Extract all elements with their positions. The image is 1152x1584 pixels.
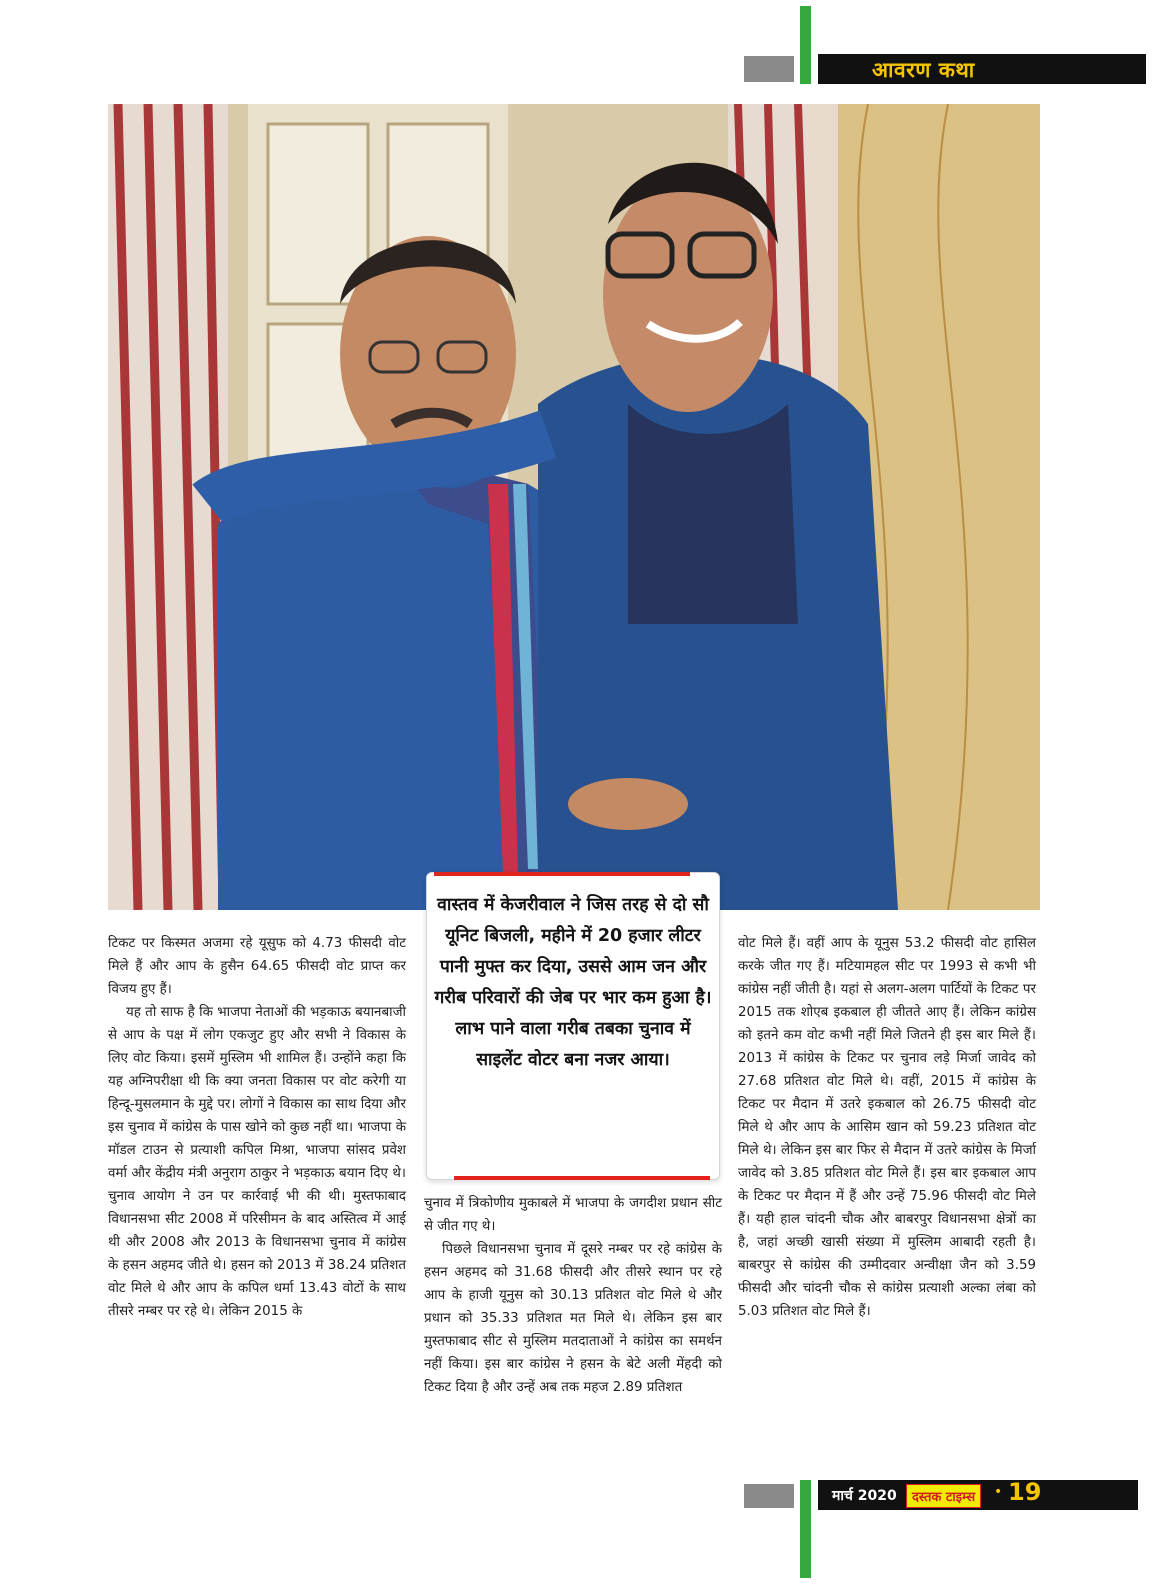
paragraph: टिकट पर किस्मत अजमा रहे यूसुफ को 4.73 फीसदी वोट मिले हैं और आप के हुसैन 64.65 फीसदी वोट प्राप्त कर विजय हुए हैं। [108, 936, 406, 997]
section-label: आवरण कथा [872, 58, 975, 82]
header-green-rule [800, 6, 811, 84]
page-number: 19 [1008, 1478, 1042, 1506]
header-grey-block [744, 56, 794, 82]
magazine-logo: दस्तक टाइम्स [906, 1484, 981, 1508]
footer-green-rule [800, 1480, 811, 1578]
paragraph: पिछले विधानसभा चुनाव में दूसरे नम्बर पर रहे कांग्रेस के हसन अहमद को 31.68 फीसदी और तीसरे स्थान पर रहे आप के हाजी यूनुस को 30.13 प्रतिशत वोट मिले थे और प्रधान को 35.33 प्रतिशत मत मिले थे। लेकिन इस बार मुस्तफाबाद सीट से मुस्लिम मतदाताओं ने कांग्रेस का समर्थन नहीं किया। इस बार कांग्रेस ने हसन के बेटे अली मेंहदी को टिकट दिया है और उन्हें अब तक महज 2.89 प्रतिशत [424, 1242, 722, 1395]
paragraph: यह तो साफ है कि भाजपा नेताओं की भड़काऊ बयानबाजी से आप के पक्ष में लोग एकजुट हुए और सभी ने विकास के लिए वोट किया। इसमें मुस्लिम भी शामिल हैं। उन्होंने कहा कि यह अग्निपरीक्षा थी कि क्या जनता विकास पर वोट करेगी या हिन्दू-मुसलमान के मुद्दे पर। लोगों ने विकास का साथ दिया और इस चुनाव में कांग्रेस के पास खोने को कुछ नहीं था। भाजपा के मॉडल टाउन से प्रत्याशी कपिल मिश्रा, भाजपा सांसद प्रवेश वर्मा और केंद्रीय मंत्री अनुराग ठाकुर ने भड़काऊ बयान दिए थे। चुनाव आयोग ने उन पर कार्रवाई भी की थी। मुस्तफाबाद विधानसभा सीट 2008 में परिसीमन के बाद अस्तित्व में आई थी और 2008 और 2013 के विधानसभा चुनाव में कांग्रेस के हसन अहमद जीते थे। हसन को 2013 में 38.24 प्रतिशत वोट मिले थे और आप के कपिल धर्मा 13.43 वोटों के साथ तीसरे नम्बर पर रहे थे। लेकिन 2015 के [108, 1005, 406, 1319]
photo-two-men-embracing-icon [108, 104, 1040, 910]
cover-photo [108, 104, 1040, 910]
issue-date: मार्च 2020 [832, 1488, 897, 1504]
separator-dot: • [994, 1484, 1003, 1500]
footer-grey-block [744, 1484, 794, 1508]
paragraph: वोट मिले हैं। वहीं आप के यूनुस 53.2 फीसदी वोट हासिल करके जीत गए हैं। मटियामहल सीट पर 1993 से कभी भी कांग्रेस नहीं जीती है। यहां से अलग-अलग पार्टियों के टिकट पर 2015 तक शोएब इकबाल ही जीतते आए हैं। लेकिन कांग्रेस को इतने कम वोट कभी नहीं मिले जितने ही इस बार मिले हैं। 2013 में कांग्रेस के टिकट पर चुनाव लड़े मिर्जा जावेद को 27.68 प्रतिशत वोट मिले थे। वहीं, 2015 में कांग्रेस के टिकट पर मैदान में उतरे इकबाल को 26.75 फीसदी वोट मिले थे और आप के आसिम खान को 59.23 प्रतिशत वोट मिले थे। लेकिन इस बार फिर से मैदान में उतरे कांग्रेस के मिर्जा जावेद को 3.85 प्रतिशत वोट मिले हैं। इस बार इकबाल आप के टिकट पर मैदान में हैं और उन्हें 75.96 फीसदी वोट मिले हैं। यही हाल चांदनी चौक और बाबरपुर विधानसभा क्षेत्रों का है, जहां अच्छी खासी संख्या में मुस्लिम आबादी रहती है। बाबरपुर से कांग्रेस की उम्मीदवार अन्वीक्षा जैन को 3.59 फीसदी और चांदनी चौक से कांग्रेस प्रत्याशी अल्का लंबा को 5.03 प्रतिशत वोट मिले हैं। [738, 936, 1036, 1319]
pull-quote-top-rule [434, 872, 690, 876]
article-column-right [738, 932, 1036, 1323]
pull-quote-text: वास्तव में केजरीवाल ने जिस तरह से दो सौ यूनिट बिजली, महीने में 20 हजार लीटर पानी मुफ्त कर दिया, उससे आम जन और गरीब परिवारों की जेब पर भार कम हुआ है। लाभ पाने वाला गरीब तबका चुनाव में साइलेंट वोटर बना नजर आया। [434, 895, 712, 1070]
paragraph: चुनाव में त्रिकोणीय मुकाबले में भाजपा के जगदीश प्रधान सीट से जीत गए थे। [424, 1196, 722, 1234]
header-black-bar [818, 54, 1146, 84]
article-column-middle [424, 1192, 722, 1399]
pull-quote-bottom-rule [454, 1176, 710, 1180]
article-column-left [108, 932, 406, 1323]
